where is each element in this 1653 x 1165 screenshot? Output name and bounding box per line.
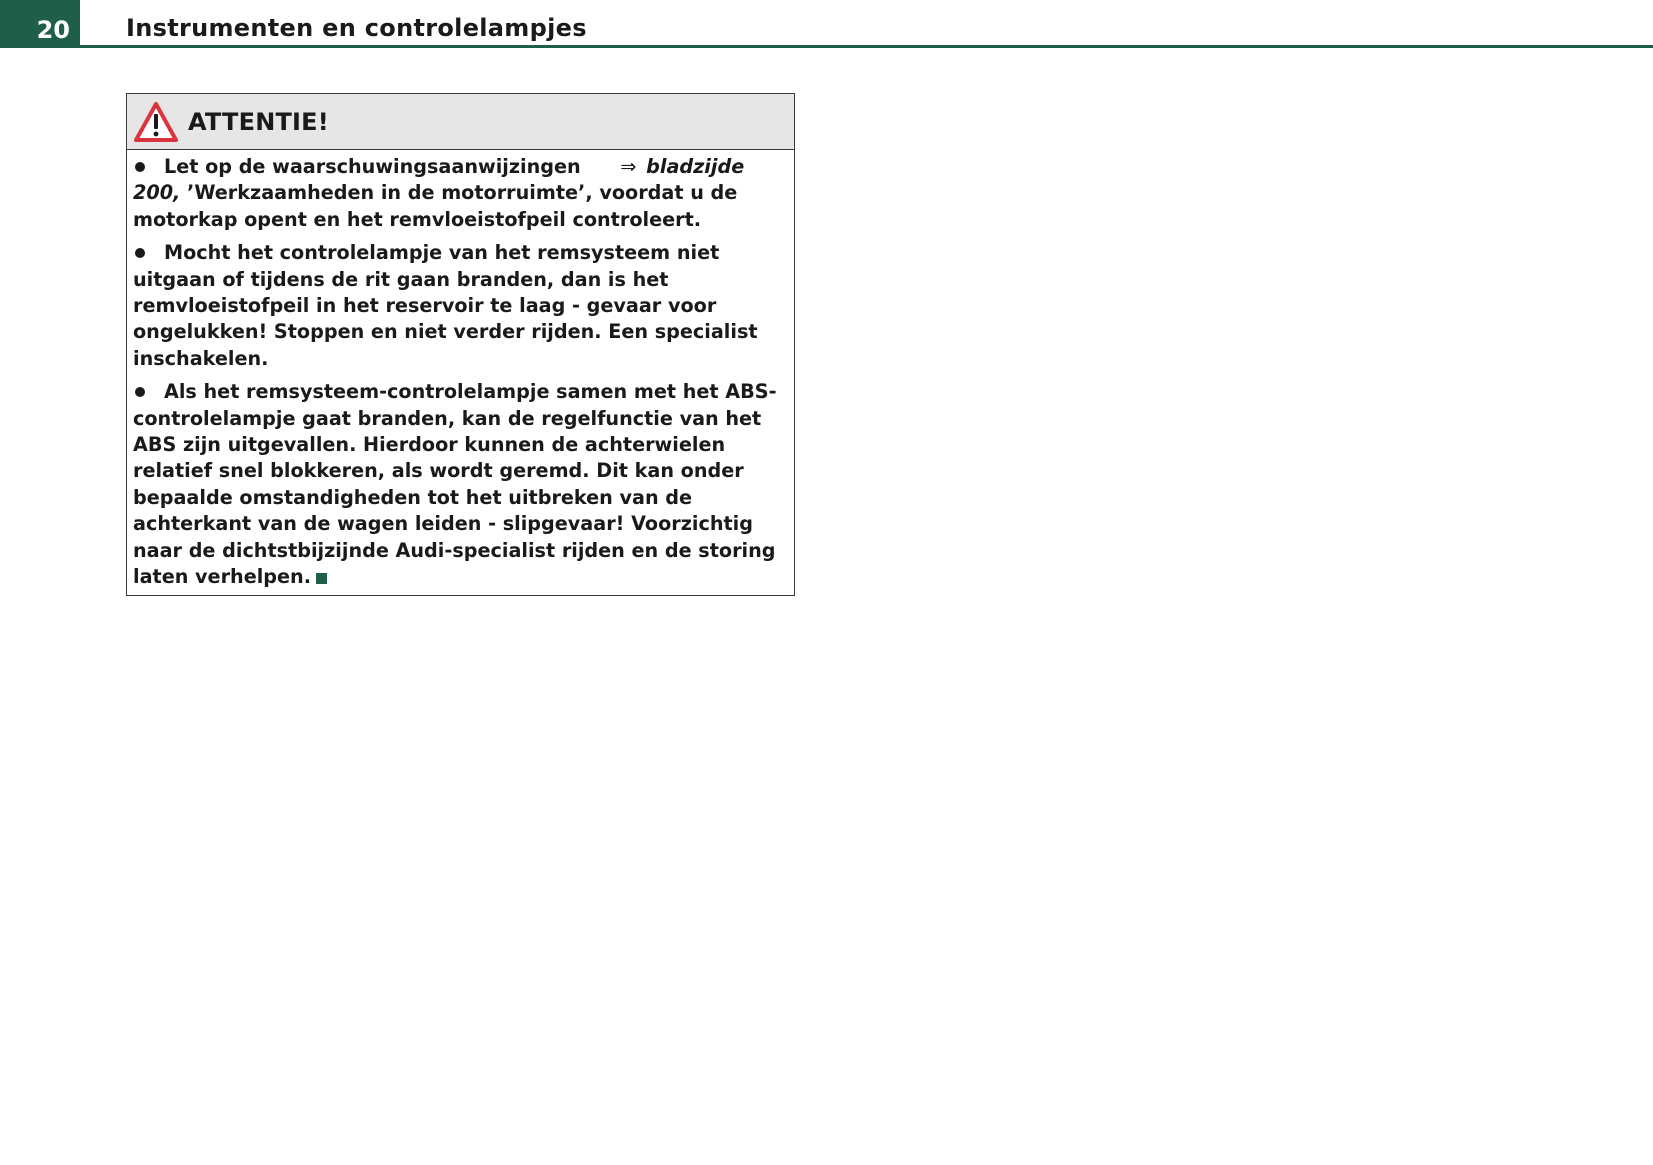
page-number-text: 20 <box>36 16 70 44</box>
warning-item-2 <box>133 240 788 372</box>
header-divider <box>80 45 1653 48</box>
warning-item-1-text-cont: ’Werkzaamheden in de motorruimte’, voordat u de motorkap opent en het remvloeistofpeil controleert. <box>133 181 738 231</box>
warning-title: ATTENTIE! <box>188 107 329 136</box>
warning-item-1 <box>133 154 788 233</box>
warning-item-3 <box>133 379 788 590</box>
bullet-icon <box>135 387 145 397</box>
bullet-icon <box>135 162 145 172</box>
page-number <box>0 0 80 48</box>
warning-item-3-text: Als het remsysteem-controlelampje samen met het ABS-controlelampje gaat branden, kan de regelfunctie van het ABS zijn uitgevallen. Hierdoor kunnen de achterwielen relatief snel blokkeren, als wordt geremd. Dit kan onder bepaalde omstandigheden tot het uitbreken van de achterkant van de wagen leiden - slipgevaar! Voorzichtig naar de dichtstbijzijnde Audi-specialist rijden en de storing laten verhelpen. <box>133 380 777 589</box>
warning-body <box>127 150 794 595</box>
bullet-icon <box>135 248 145 258</box>
page-title: Instrumenten en controlelampjes <box>126 14 587 42</box>
end-of-section-icon <box>316 573 327 584</box>
warning-item-2-text: Mocht het controlelampje van het remsysteem niet uitgaan of tijdens de rit gaan branden, dan is het remvloeistofpeil in het reservoir te laag - gevaar voor ongelukken! Stoppen en niet verder rijden. Een specialist inschakelen. <box>133 241 758 370</box>
arrow-right-icon: ⇒ <box>620 155 637 178</box>
warning-box <box>126 93 795 596</box>
warning-header <box>127 94 794 150</box>
warning-triangle-icon <box>133 101 179 143</box>
page-reference-link[interactable]: bladzijde 200, <box>133 155 745 205</box>
warning-item-1-text: Let op de waarschuwingsaanwijzingen <box>164 155 581 178</box>
